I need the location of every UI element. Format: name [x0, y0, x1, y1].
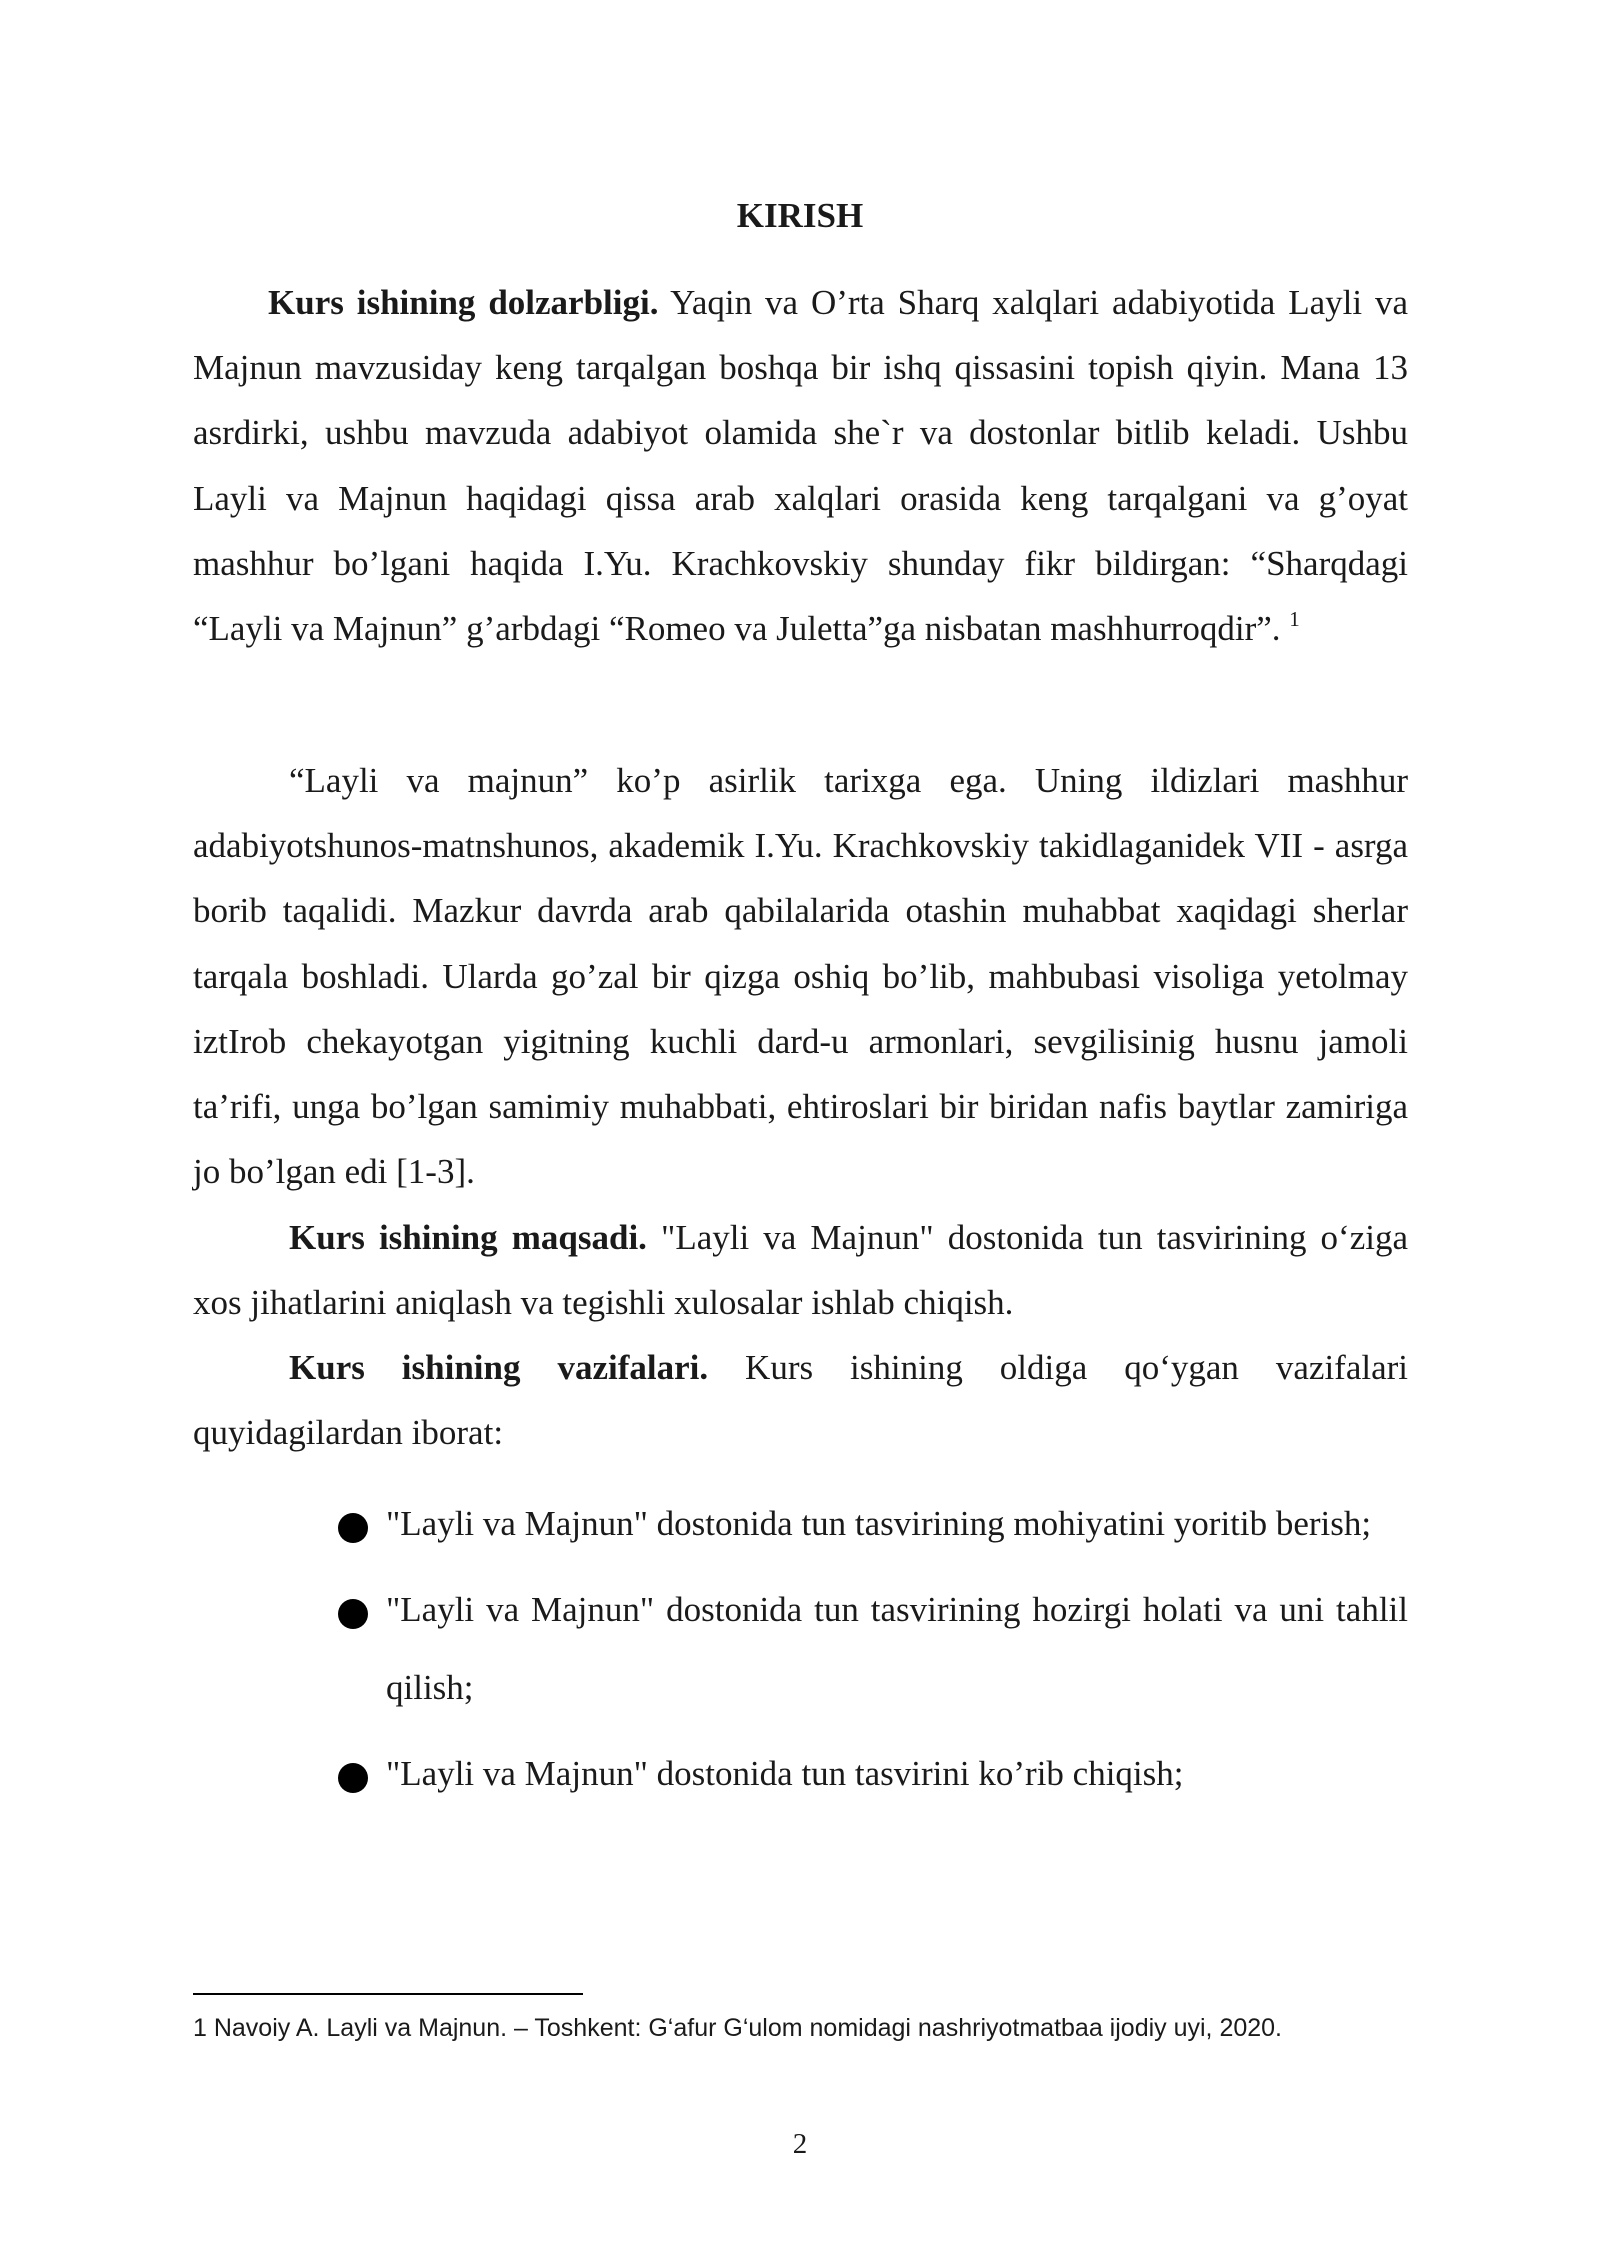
- footnote-number: 1: [193, 2014, 207, 2042]
- tasks-text: Kurs ishining oldiga qo‘ygan vazifalari quyidagilardan iborat:: [193, 1348, 1408, 1453]
- page-number: 2: [792, 2128, 808, 2160]
- tasks-paragraph: [193, 1335, 1408, 1465]
- footnote-separator: [193, 1993, 583, 1995]
- history-paragraph: “Layli va majnun” ko’p asirlik tarixga ega. Uning ildizlari mashhur adabiyotshunos-matnshunos, akademik I.Yu. Krachkovskiy takidlaganidek VII - asrga borib taqalidi. Mazkur davrda arab qabilalarida otashin muhabbat xaqidagi sherlar tarqala boshladi. Ularda go’zal bir qizga oshiq bo’lib, mahbubasi visoliga yetolmay iztIrob chekayotgan yigitning kuchli dard-u armonlari, sevgilisinig husnu jamoli ta’rifi, unga bo’lgan samimiy muhabbati, ehtiroslari bir biridan nafis baytlar zamiriga jo bo’lgan edi [1-3].: [193, 761, 1408, 1192]
- relevance-paragraph: [193, 270, 1408, 661]
- list-item: [338, 1571, 1408, 1727]
- section-title: KIRISH: [736, 196, 864, 235]
- bullet-icon: [338, 1763, 368, 1793]
- footnote-reference[interactable]: 1: [1289, 607, 1300, 632]
- tasks-list: [338, 1485, 1408, 1821]
- list-item-text: "Layli va Majnun" dostonida tun tasvirini ko’rib chiqish;: [386, 1754, 1184, 1793]
- list-item-text: "Layli va Majnun" dostonida tun tasvirining mohiyatini yoritib berish;: [386, 1504, 1372, 1543]
- relevance-heading: Kurs ishining dolzarbligi.: [268, 283, 659, 322]
- relevance-text: Yaqin va O’rta Sharq xalqlari adabiyotida Layli va Majnun mavzusiday keng tarqalgan boshqa bir ishq qissasini topish qiyin. Mana 13 asrdirki, ushbu mavzuda adabiyot olamida she`r va dostonlar bitlib keladi. Ushbu Layli va Majnun haqidagi qissa arab xalqlari orasida keng tarqalgani va g’oyat mashhur bo’lgani haqida I.Yu. Krachkovskiy shunday fikr bildirgan: “Sharqdagi “Layli va Majnun” g’arbdagi “Romeo va Juletta”ga nisbatan mashhurroqdir”.: [193, 283, 1408, 649]
- bullet-icon: [338, 1513, 368, 1543]
- footnote-text: Navoiy A. Layli va Majnun. – Toshkent: G‘afur G‘ulom nomidagi nashriyotmatbaa ijodiy uyi, 2020.: [206, 2014, 1283, 2042]
- tasks-heading: Kurs ishining vazifalari.: [289, 1348, 709, 1387]
- list-item: [338, 1485, 1408, 1563]
- goal-paragraph: [193, 1205, 1408, 1335]
- footnote: [193, 2008, 1493, 2048]
- goal-heading: Kurs ishining maqsadi.: [289, 1218, 647, 1257]
- list-item: [338, 1735, 1408, 1813]
- goal-text: "Layli va Majnun" dostonida tun tasvirining o‘ziga xos jihatlarini aniqlash va tegishli xulosalar ishlab chiqish.: [193, 1218, 1409, 1323]
- list-item-text: "Layli va Majnun" dostonida tun tasvirining hozirgi holati va uni tahlil qilish;: [386, 1590, 1408, 1707]
- bullet-icon: [338, 1599, 368, 1629]
